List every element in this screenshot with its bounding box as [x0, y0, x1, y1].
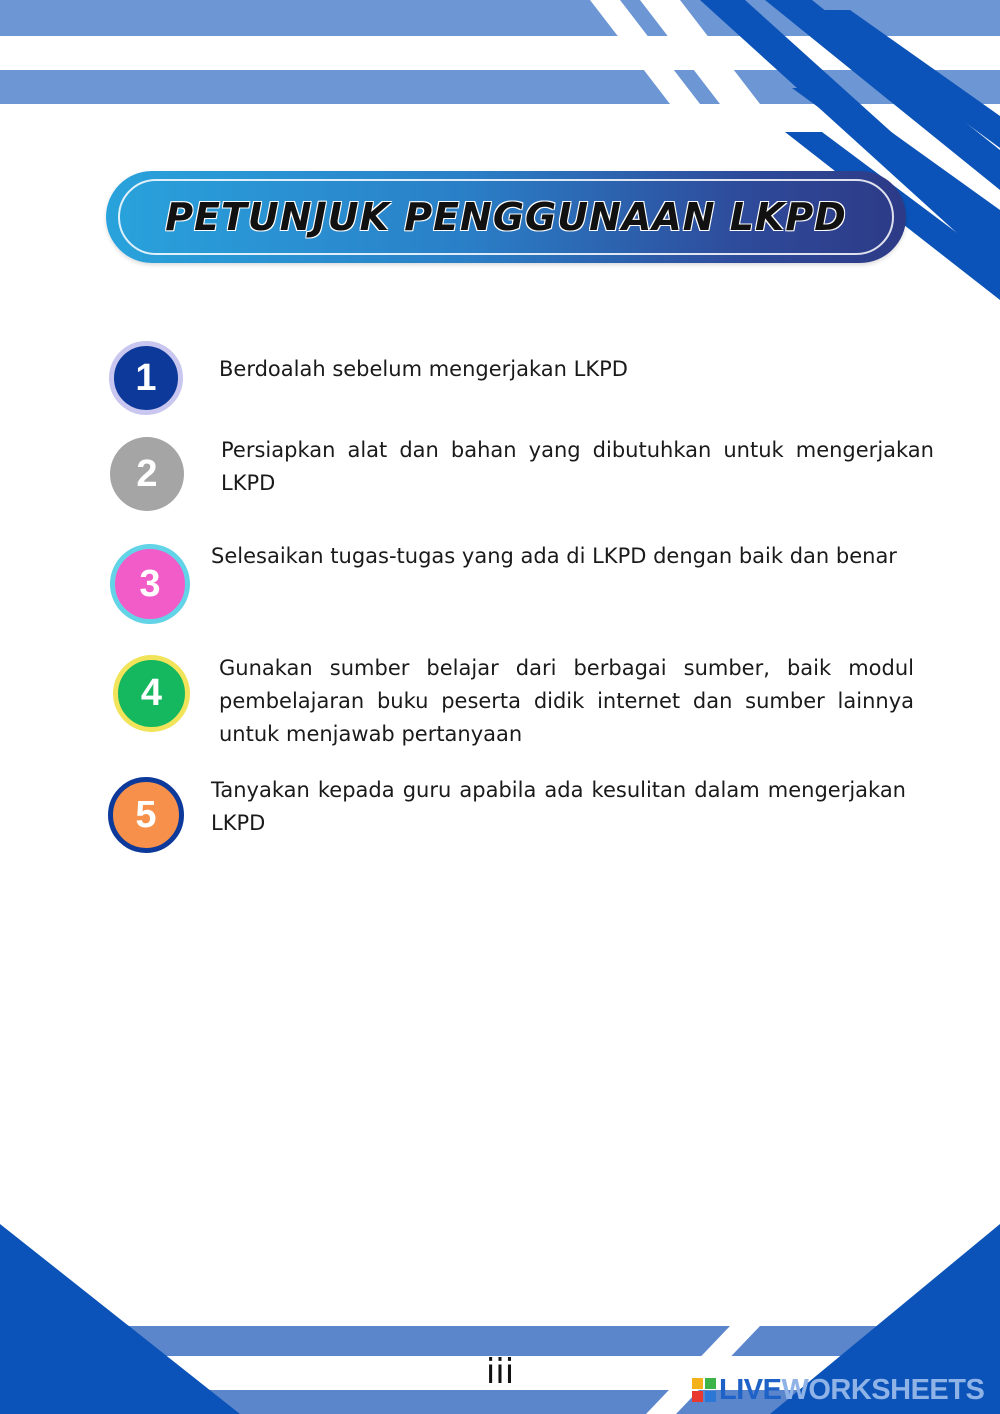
logo-live: LIVE: [719, 1373, 782, 1406]
liveworksheets-logo: [692, 1372, 984, 1408]
step-5-badge: [108, 777, 184, 853]
step-5-number: 5: [135, 793, 157, 836]
logo-worksheets: WORKSHEETS: [781, 1373, 985, 1406]
step-3-text: Selesaikan tugas-tugas yang ada di LKPD dengan baik dan benar: [211, 544, 897, 568]
step-1-badge: [109, 341, 183, 415]
step-2-badge: [110, 437, 184, 511]
step-1-number: 1: [135, 356, 157, 399]
page-number: iii: [485, 1352, 515, 1392]
step-4-number: 4: [140, 672, 163, 714]
step-4-badge: [113, 655, 190, 732]
step-5-text: Tanyakan kepada guru apabila ada kesulitan dalam mengerjakan LKPD: [211, 778, 906, 835]
step-3-number: 3: [139, 562, 161, 605]
step-4-text: Gunakan sumber belajar dari berbagai sumber, baik modul pembelajaran buku peserta didik internet dan sumber lainnya untuk menjawab pertanyaan: [219, 656, 914, 746]
step-1-text: Berdoalah sebelum mengerjakan LKPD: [219, 357, 628, 381]
page-title: PETUNJUK PENGGUNAAN LKPD: [165, 195, 847, 239]
step-2-number: 2: [136, 452, 158, 495]
step-2-text: Persiapkan alat dan bahan yang dibutuhkan untuk mengerjakan LKPD: [221, 438, 934, 495]
title-banner: [106, 171, 906, 263]
liveworksheets-logo-text: [719, 1374, 984, 1407]
bottom-left-triangle: [0, 1224, 240, 1414]
step-3-badge: [110, 544, 190, 624]
liveworksheets-logo-icon: [692, 1378, 716, 1402]
